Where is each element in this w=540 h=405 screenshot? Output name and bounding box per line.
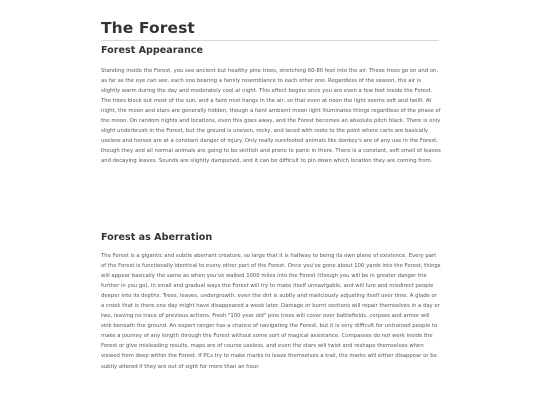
title-divider [101,40,439,41]
page-title: The Forest [101,19,195,37]
section-body-forest-appearance: Standing inside the Forest, you see ancient but healthy pine trees, stretching 60-80 feet into the air. These trees go on and on, as far as the eye can see, each one bearing a family resemblance to each other one. Regardless of the season, the air is slightly warm during the day and moderately cool at night. This effect begins once you are even a few feet inside the Forest. The trees block out most of the sun, and a faint mist hangs in the air, so that even at noon the light seems soft and twilit. At night, the moon and stars are generally hidden, though a faint ambient moon light illuminates things regardless of the phase of the moon. On random nights and locations, even this goes away, and the Forest becomes an absolute pitch black. There is only slight underbrush in the Forest, but the ground is uneven, rocky, and laced with roots to the point where carts are basically useless and horses are at a constant danger of injury. Only really surefooted animals like donkey's are of any use in the Forest, though they and all normal animals are going to be skittish and prone to panic in there. There is a constant, soft smell of leaves and decaying leaves. Sounds are slightly dampened, and it can be difficult to pin down which location they are coming from. [101,68,441,165]
section-body-forest-as-aberration: The Forest is a gigantic and subtle aberrant creature, so large that it is halfway to being its own plane of existence. Every part of the Forest is functionally identical to every other part of the Forest. Once you've gone about 100 yards into the Forest, things will appear basically the same as when you've walked 1000 miles into the Forest (though you will be in greater danger the further in you go). In small and gradual ways the Forest will try to make itself unnavigable, and will lure and misdirect people deeper into its depths. Trees, leaves, undergrowth, even the dirt is subtly and maliciously adjusting itself over time. A glade or a creek that is there one day might have disappeared a week later. Damage or burnt sections will repair themselves in a day or two, leaving no trace of previous actions. Fresh "100 year old" pine trees will cover over battlefields, corpses and armor will sink beneath the ground. An expert ranger has a chance of navigating the Forest, but it is very difficult for untrained people to make a journey of any length through the Forest without some sort of magical assistance. Compasses do not work inside the Forest or give misleading results, maps are of course useless, and even the stars will twist and reshape themselves when viewed from deep within the Forest. If PCs try to make marks to leave themselves a trail, the marks will either disappear or be subtly altered if they are out of sight for more than an hour. [101,253,441,370]
section-heading-forest-as-aberration: Forest as Aberration [101,232,213,243]
section-heading-forest-appearance: Forest Appearance [101,45,203,56]
